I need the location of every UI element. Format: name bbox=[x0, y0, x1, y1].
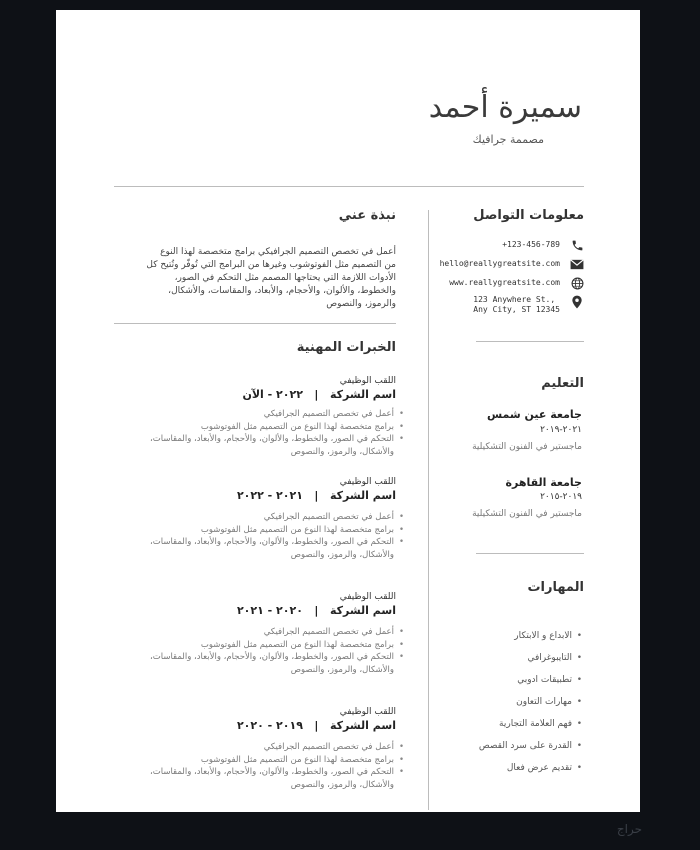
education-heading: التعليم bbox=[541, 376, 584, 391]
about-heading: نبذة عني bbox=[338, 208, 396, 223]
contact-address bbox=[473, 295, 560, 315]
education-school-1: جامعة عين شمس bbox=[486, 408, 582, 421]
job-bullets bbox=[139, 408, 404, 458]
skill-item: • الابداع و الابتكار bbox=[462, 625, 582, 647]
resume-job-title: مصممة جرافيك bbox=[472, 133, 544, 146]
job-separator: | bbox=[306, 489, 327, 502]
job-bullets bbox=[139, 741, 404, 791]
job-header bbox=[242, 388, 396, 401]
job-bullet: • أعمل في تخصص التصميم الجرافيكي bbox=[139, 511, 404, 524]
contact-email[interactable]: hello@reallygreatsite.com bbox=[439, 259, 560, 268]
contact-website[interactable]: www.reallygreatsite.com bbox=[449, 278, 560, 287]
experience-heading: الخبرات المهنية bbox=[296, 340, 396, 355]
education-dates-2: ٢٠١٩-٢٠١٥ bbox=[540, 492, 582, 502]
job-label: اللقب الوظيفي bbox=[339, 477, 396, 487]
job-bullet: • أعمل في تخصص التصميم الجرافيكي bbox=[139, 408, 404, 421]
job-period: ٢٠٢١ - ٢٠٢٢ bbox=[236, 489, 303, 502]
resume-page bbox=[56, 10, 640, 812]
job-period: ٢٠٢٠ - ٢٠٢١ bbox=[236, 604, 303, 617]
skill-item: • التايبوغرافي bbox=[462, 647, 582, 669]
contact-divider bbox=[476, 341, 584, 342]
job-company: اسم الشركة bbox=[329, 489, 396, 502]
skill-item: • تطبيقات ادوبي bbox=[462, 669, 582, 691]
job-bullet: • برامج متخصصة لهذا النوع من التصميم مثل الفوتوشوب bbox=[139, 524, 404, 537]
job-company: اسم الشركة bbox=[329, 388, 396, 401]
job-period: ٢٠١٩ - ٢٠٢٠ bbox=[236, 719, 303, 732]
skill-item: • تقديم عرض فعال bbox=[462, 757, 582, 779]
job-bullet: • أعمل في تخصص التصميم الجرافيكي bbox=[139, 741, 404, 754]
globe-icon bbox=[570, 276, 584, 290]
job-header bbox=[237, 719, 396, 732]
skills-heading: المهارات bbox=[527, 580, 584, 595]
about-divider bbox=[114, 323, 396, 324]
contact-email-row bbox=[440, 256, 584, 272]
address-line-2: Any City, ST 12345 bbox=[473, 305, 560, 314]
job-bullet: • التحكم في الصور، والخطوط، والألوان، والأحجام، والأبعاد، والمقاسات، والأشكال، والرموز، والنصوص bbox=[139, 536, 404, 561]
job-bullet: • برامج متخصصة لهذا النوع من التصميم مثل الفوتوشوب bbox=[139, 639, 404, 652]
job-company: اسم الشركة bbox=[329, 604, 396, 617]
skill-item: • فهم العلامة التجارية bbox=[462, 713, 582, 735]
job-bullet: • برامج متخصصة لهذا النوع من التصميم مثل الفوتوشوب bbox=[139, 421, 404, 434]
skill-item: • القدرة على سرد القصص bbox=[462, 735, 582, 757]
job-bullet: • برامج متخصصة لهذا النوع من التصميم مثل الفوتوشوب bbox=[139, 754, 404, 767]
header-divider bbox=[114, 186, 584, 187]
address-line-1: 123 Anywhere St., bbox=[473, 295, 556, 304]
contact-website-row bbox=[449, 275, 584, 291]
job-bullet: • أعمل في تخصص التصميم الجرافيكي bbox=[139, 626, 404, 639]
about-text: أعمل في تخصص التصميم الجرافيكي برامج متخصصة لهذا النوع من التصميم مثل الفوتوشوب وغيرها من البرامج التي تُوفّر وتُتيح كل الأدوات اللازمة التي يحتاجها المصمم مثل التحكم في الصور، والخطوط، والألوان، والأحجام، والأبعاد، والمقاسات، والأشكال، والرموز، والنصوص bbox=[146, 247, 396, 309]
skill-item: • مهارات التعاون bbox=[462, 691, 582, 713]
phone-icon bbox=[570, 238, 584, 252]
job-bullet: • التحكم في الصور، والخطوط، والألوان، والأحجام، والأبعاد، والمقاسات، والأشكال، والرموز، والنصوص bbox=[139, 766, 404, 791]
education-divider bbox=[476, 553, 584, 554]
email-icon bbox=[570, 257, 584, 271]
job-company: اسم الشركة bbox=[329, 719, 396, 732]
education-school-2: جامعة القاهرة bbox=[505, 476, 582, 489]
education-degree-1: ماجستير في الفنون التشكيلية bbox=[472, 442, 582, 452]
contact-heading: معلومات التواصل bbox=[473, 208, 584, 223]
job-bullet: • التحكم في الصور، والخطوط، والألوان، والأحجام، والأبعاد، والمقاسات، والأشكال، والرموز، والنصوص bbox=[139, 433, 404, 458]
column-divider bbox=[428, 210, 429, 810]
education-dates-1: ٢٠٢١-٢٠١٩ bbox=[540, 425, 582, 435]
job-label: اللقب الوظيفي bbox=[339, 707, 396, 717]
resume-name: سميرة أحمد bbox=[428, 90, 582, 125]
job-bullets bbox=[139, 511, 404, 561]
job-bullets bbox=[139, 626, 404, 676]
job-separator: | bbox=[306, 719, 327, 732]
job-header bbox=[237, 604, 396, 617]
site-watermark: حراج bbox=[616, 822, 642, 836]
job-separator: | bbox=[306, 604, 327, 617]
job-label: اللقب الوظيفي bbox=[339, 592, 396, 602]
job-header bbox=[237, 489, 396, 502]
contact-address-row bbox=[473, 295, 584, 319]
location-pin-icon bbox=[570, 295, 584, 309]
job-label: اللقب الوظيفي bbox=[339, 376, 396, 386]
education-degree-2: ماجستير في الفنون التشكيلية bbox=[472, 509, 582, 519]
contact-phone[interactable]: +123-456-789 bbox=[502, 240, 560, 249]
job-period: ٢٠٢٢ - الآن bbox=[242, 388, 303, 401]
skills-list bbox=[462, 625, 582, 779]
job-bullet: • التحكم في الصور، والخطوط، والألوان، والأحجام، والأبعاد، والمقاسات، والأشكال، والرموز، والنصوص bbox=[139, 651, 404, 676]
contact-phone-row bbox=[502, 237, 584, 253]
job-separator: | bbox=[306, 388, 327, 401]
